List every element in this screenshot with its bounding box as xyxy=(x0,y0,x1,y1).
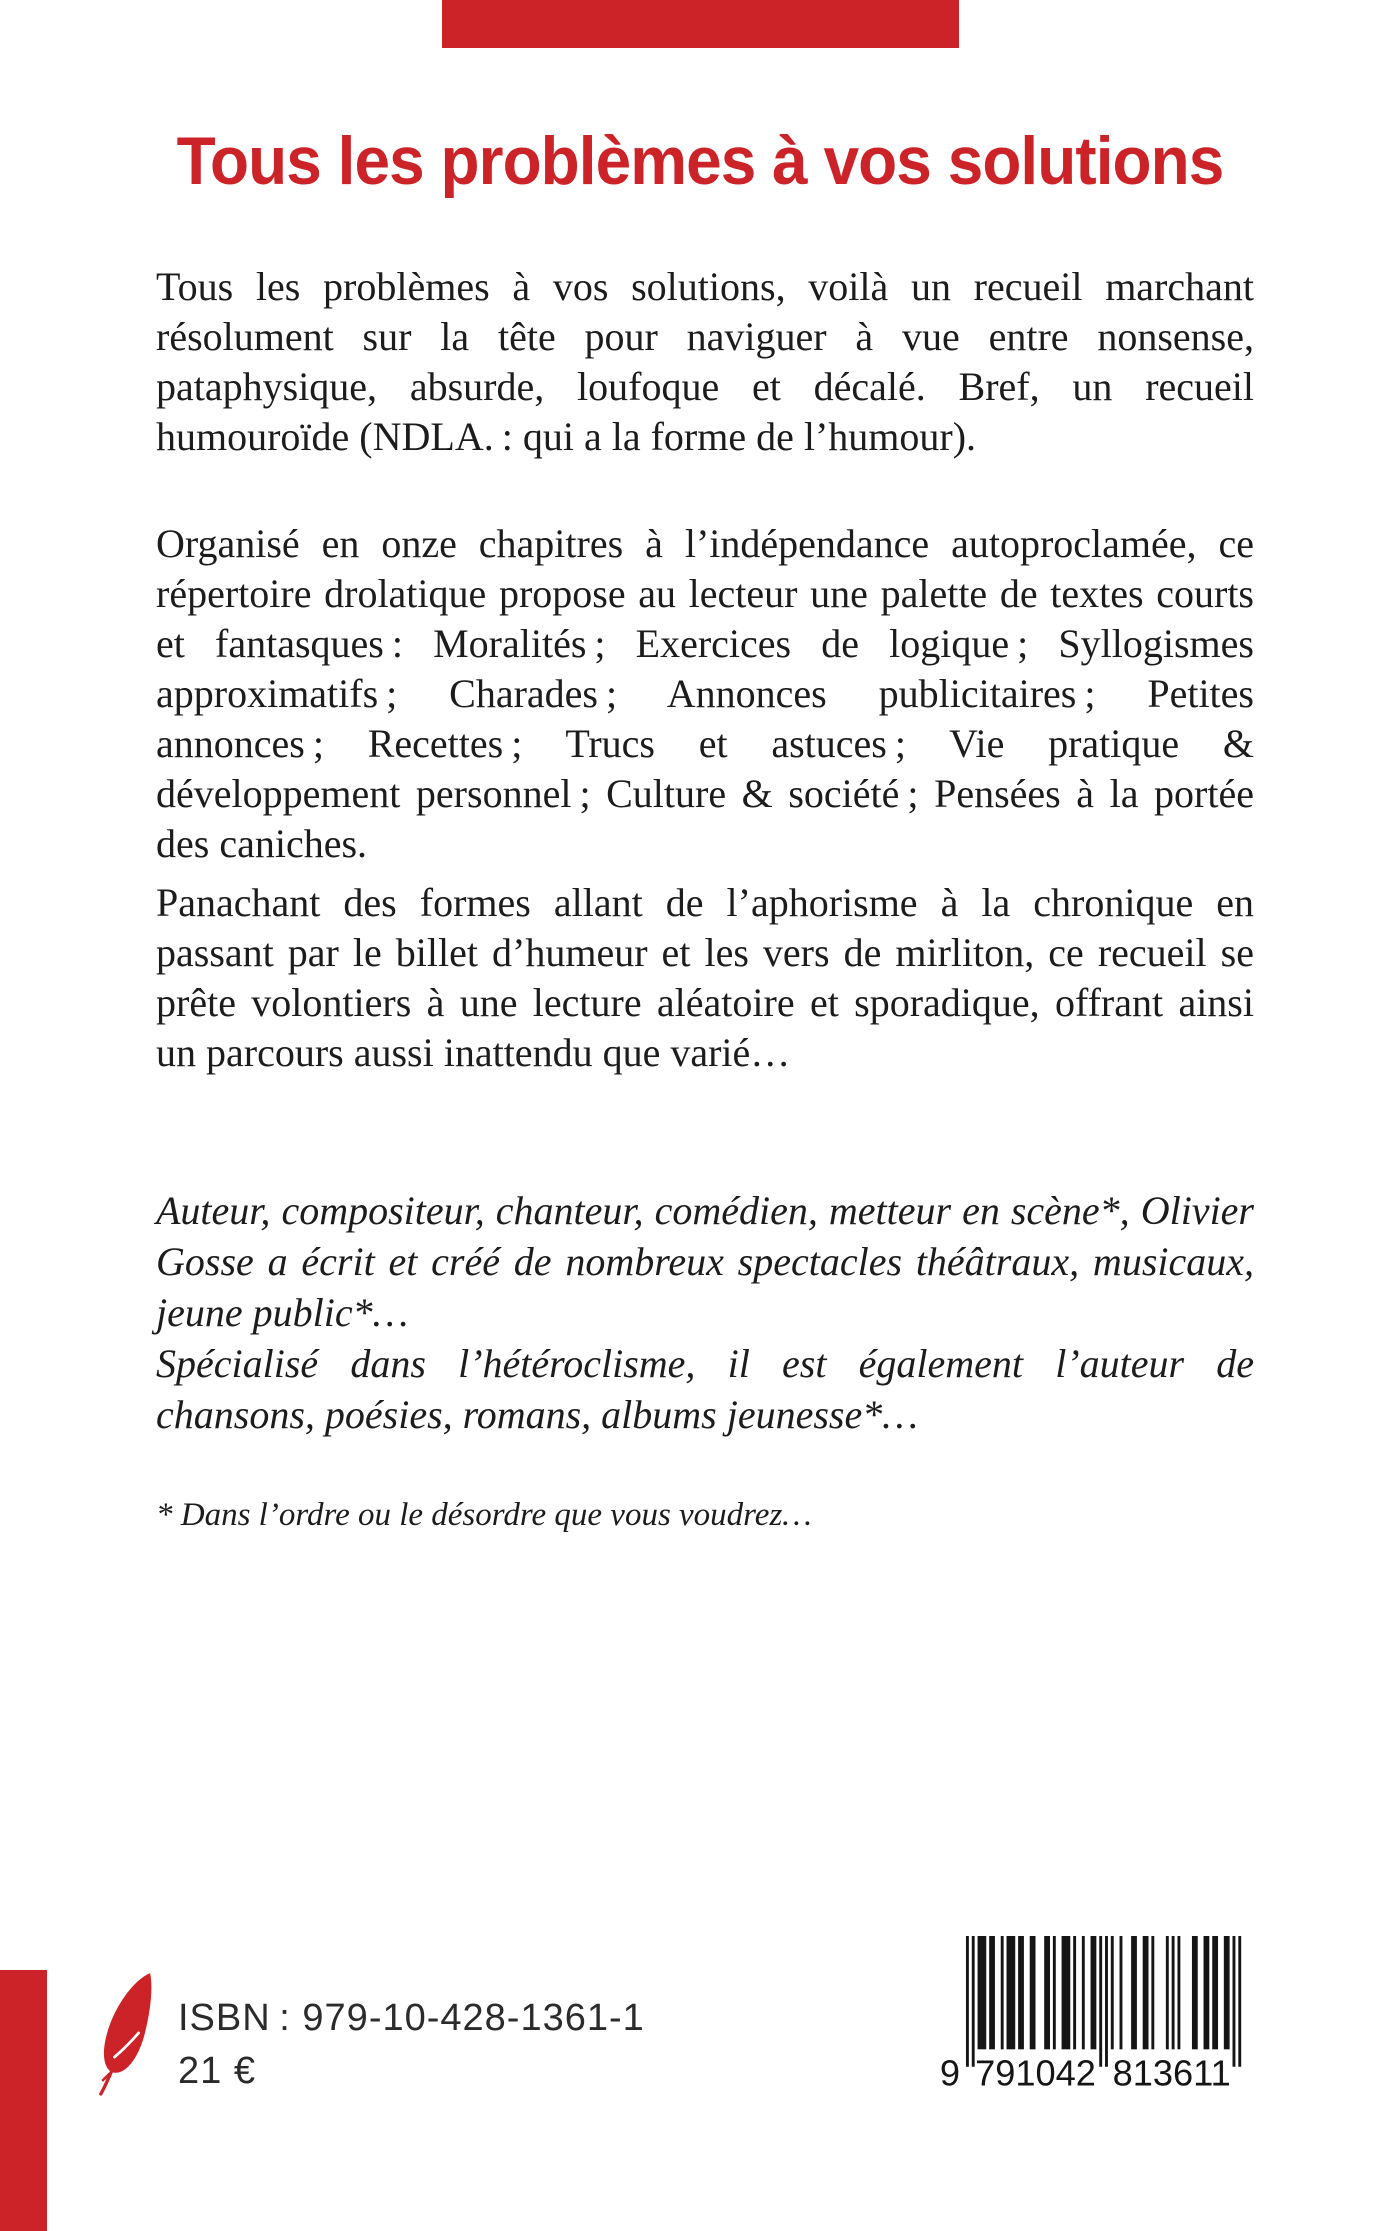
top-accent-bar xyxy=(442,0,959,48)
book-title: Tous les problèmes à vos solutions xyxy=(176,123,1224,199)
synopsis-paragraph-1: Tous les problèmes à vos solutions, voilà un recueil marchant résolument sur la tête pour naviguer à vue entre nonsense, pataphysique, absurde, loufoque et décalé. Bref, un recueil humouroïde (NDLA. : qui a la forme de l’humour). xyxy=(156,264,1254,459)
barcode-digits-left: 791042 xyxy=(975,2052,1096,2090)
barcode-bars xyxy=(966,1936,1241,2067)
ean13-barcode xyxy=(937,1936,1247,2090)
author-bio-footnote: * Dans l’ordre ou le désordre que vous voudrez… xyxy=(156,1497,812,1533)
synopsis-paragraph-3: Panachant des formes allant de l’aphorisme à la chronique en passant par le billet d’humeur et les vers de mirliton, ce recueil se prête volontiers à une lecture aléatoire et sporadique, offrant ainsi un parcours aussi inattendu que varié… xyxy=(156,880,1254,1075)
barcode-digit-lead: 9 xyxy=(939,2052,961,2090)
barcode-digits-right: 813611 xyxy=(1112,2052,1231,2090)
author-bio-paragraph-1: Auteur, compositeur, chanteur, comédien, metteur en scène*, Olivier Gosse a écrit et créé de nombreux spectacles théâtraux, musicaux, jeune public*… xyxy=(156,1188,1254,1335)
author-bio xyxy=(156,1185,1254,1440)
author-bio-paragraph-2: Spécialisé dans l’hétéroclisme, il est également l’auteur de chansons, poésies, romans, albums jeunesse*… xyxy=(156,1341,1254,1437)
isbn-text: ISBN : 979-10-428-1361-1 xyxy=(178,1997,645,2039)
isbn-price-block xyxy=(178,1992,645,2098)
publisher-red-stripe xyxy=(0,1970,47,2231)
synopsis-paragraph-2: Organisé en onze chapitres à l’indépendance autoproclamée, ce répertoire drolatique propose au lecteur une palette de textes courts et fantasques : Moralités ; Exercices de logique ; Syllogismes approximatifs ; Charades ; Annonces publicitaires ; Petites annonces ; Recettes ; Trucs et astuces ; Vie pratique & développement personnel ; Culture & société ; Pensées à la portée des caniches. xyxy=(156,521,1254,866)
quill-feather-icon xyxy=(92,1970,160,2096)
price-text: 21 € xyxy=(178,2050,256,2092)
